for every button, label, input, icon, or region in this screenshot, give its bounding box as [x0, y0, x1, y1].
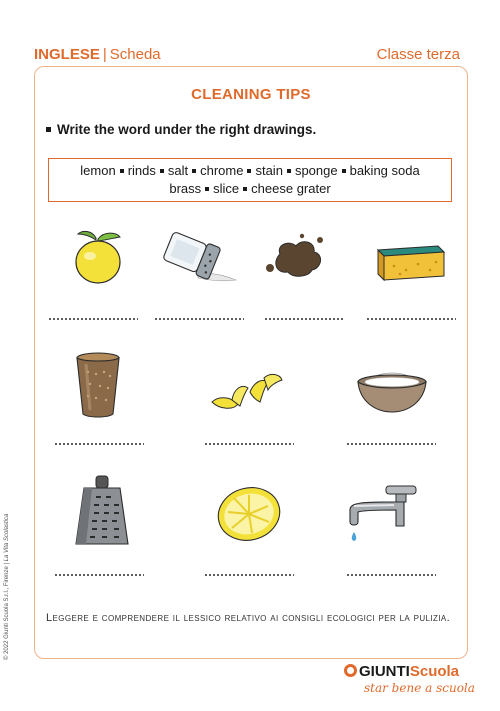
separator-icon	[120, 169, 124, 173]
word-bank-line-2	[49, 180, 451, 198]
copyright-text: © 2022 Giunti Scuola S.r.l., Firenze |	[4, 561, 10, 660]
answer-line[interactable]	[264, 318, 344, 320]
lemon-slice-icon	[214, 484, 284, 544]
grade-label: Classe terza	[376, 46, 460, 63]
answer-line[interactable]	[154, 318, 244, 320]
word-bank-word: stain	[255, 163, 283, 178]
brass-cup-icon	[72, 350, 124, 420]
word-bank-word: lemon	[80, 163, 116, 178]
separator-icon	[243, 187, 247, 191]
word-bank-line-1	[49, 162, 451, 180]
brand-name-part2: Scuola	[409, 663, 460, 680]
copyright-notice	[4, 514, 10, 660]
answer-line[interactable]	[204, 574, 294, 576]
stain-icon	[262, 230, 332, 282]
separator-icon	[192, 169, 196, 173]
answer-line[interactable]	[346, 443, 436, 445]
baking-soda-bowl-icon	[354, 362, 430, 416]
separator-icon	[205, 187, 209, 191]
answer-line[interactable]	[54, 574, 144, 576]
header-subject	[34, 46, 161, 63]
separator-icon	[287, 169, 291, 173]
brand-tagline: star bene a scuola	[364, 681, 475, 695]
learning-objective: Leggere e comprendere il lessico relativo ai consigli ecologici per la pulizia.	[46, 612, 451, 624]
giunti-logo-icon	[344, 664, 357, 677]
answer-line[interactable]	[48, 318, 138, 320]
word-bank	[48, 158, 452, 202]
salt-shaker-icon	[158, 228, 240, 288]
instruction-text: Write the word under the right drawings.	[57, 122, 317, 137]
word-bank-word: cheese grater	[251, 181, 331, 196]
answer-line[interactable]	[366, 318, 456, 320]
word-bank-word: chrome	[200, 163, 244, 178]
separator-icon	[247, 169, 251, 173]
lemon-icon	[70, 228, 126, 286]
cheese-grater-icon	[72, 474, 132, 550]
separator-icon	[160, 169, 164, 173]
answer-line[interactable]	[54, 443, 144, 445]
answer-line[interactable]	[346, 574, 436, 576]
word-bank-word: brass	[169, 181, 202, 196]
lemon-rinds-icon	[208, 366, 288, 416]
publication-name: La Vita Scolastica	[4, 513, 10, 562]
separator-icon	[342, 169, 346, 173]
word-bank-word: sponge	[294, 163, 338, 178]
brand-name-part1: GIUNTI	[359, 663, 410, 680]
word-bank-word: salt	[167, 163, 189, 178]
header-separator: |	[102, 46, 107, 63]
word-bank-word: baking soda	[349, 163, 420, 178]
subject-label: INGLESE	[34, 46, 100, 63]
worksheet-title: CLEANING TIPS	[191, 86, 311, 103]
sheet-label: Scheda	[109, 46, 161, 63]
instruction	[46, 122, 316, 137]
publisher-logo	[344, 663, 459, 680]
word-bank-word: rinds	[127, 163, 156, 178]
bullet-icon	[46, 127, 51, 132]
sponge-icon	[372, 240, 448, 284]
answer-line[interactable]	[204, 443, 294, 445]
word-bank-word: slice	[213, 181, 240, 196]
chrome-faucet-icon	[344, 482, 420, 546]
